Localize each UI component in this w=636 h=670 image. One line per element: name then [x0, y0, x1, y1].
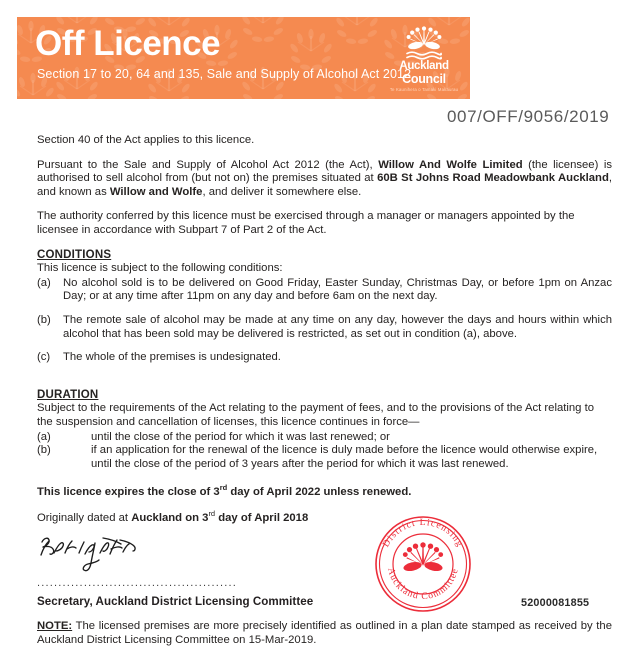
expiry-prefix: This licence expires the close of 3	[37, 486, 220, 499]
page-title: Off Licence	[35, 24, 221, 63]
auckland-council-logo	[386, 24, 462, 94]
duration-list	[37, 431, 612, 472]
duration-text-a: until the close of the period for which it was last renewed; or	[91, 430, 390, 443]
condition-text-b: The remote sale of alcohol may be made at any time on any day, however the days and hours within which alcohol that has been sold may be delivered is restricted, as set out in condition (a), above.	[63, 313, 612, 340]
document-body	[37, 134, 612, 525]
duration-item-a	[37, 431, 612, 445]
pursuant-text-part3: , and known as	[37, 172, 612, 198]
logo-tagline: Te Kaunihera o Tamaki Makaurau	[389, 87, 459, 92]
licensee-name: Willow And Wolfe Limited	[378, 158, 523, 171]
condition-item-c	[37, 351, 612, 365]
pohutukawa-flower-icon	[404, 24, 444, 60]
licence-expiry-statement	[37, 483, 612, 500]
expiry-ordinal: rd	[219, 483, 228, 493]
duration-text-b: if an application for the renewal of the licence is duly made before the licence would otherwise expire, until the close of the period of 3 years after the period for which it was last renewed.	[91, 444, 598, 470]
note-text: The licensed premises are more precisely identified as outlined in a plan date stamped as received by the Auckland District Licensing Committee on 15-Mar-2019.	[37, 620, 612, 646]
pursuant-text-part4: , and deliver it somewhere else.	[202, 185, 362, 198]
condition-item-a	[37, 277, 612, 304]
conditions-intro: This licence is subject to the following conditions:	[37, 262, 283, 275]
duration-marker-a: (a)	[37, 430, 51, 443]
note-label: NOTE:	[37, 620, 73, 632]
signature-block	[37, 533, 337, 608]
dated-place: Auckland	[131, 511, 183, 524]
conditions-heading: CONDITIONS	[37, 248, 112, 261]
paragraph-section-40: Section 40 of the Act applies to this licence.	[37, 134, 255, 146]
dated-middle: on 3	[182, 511, 209, 524]
licence-reference-number: 007/OFF/9056/2019	[447, 107, 610, 126]
trading-name: Willow and Wolfe	[109, 185, 203, 198]
signature-dotted-line: ...............................................	[37, 579, 238, 589]
dated-ordinal: rd	[208, 509, 216, 519]
logo-text-auckland: Auckland	[399, 60, 449, 72]
logo-text-council: Council	[402, 71, 446, 86]
licensing-committee-stamp	[371, 512, 475, 616]
stamp-flower-icon	[403, 542, 444, 572]
condition-text-a: No alcohol sold is to be delivered on Good Friday, Easter Sunday, Christmas Day, or before 1pm on Anzac Day; or at any time after 11pm on any day and before 6am on the next day.	[63, 276, 612, 303]
duration-item-b	[37, 444, 612, 471]
signature-title: Secretary, Auckland District Licensing Committee	[37, 595, 314, 608]
document-header-banner	[17, 17, 470, 99]
condition-text-c: The whole of the premises is undesignated.	[63, 351, 281, 364]
expiry-suffix: day of April 2022 unless renewed.	[227, 486, 412, 499]
stamp-top-text: District Licensing	[380, 517, 466, 550]
duration-intro: Subject to the requirements of the Act relating to the payment of fees, and to the provisions of the Act relating to the suspension and cancellation of licenses, this licence continues in force—	[37, 402, 595, 428]
document-number: 52000081855	[521, 597, 590, 609]
conditions-list	[37, 277, 612, 365]
condition-marker-c: (c)	[37, 351, 51, 364]
svg-text:Auckland Committee	[385, 567, 461, 602]
page-subtitle: Section 17 to 20, 64 and 135, Sale and Supply of Alcohol Act 2012	[37, 67, 412, 81]
note-block	[37, 620, 612, 647]
stamp-bottom-text: Auckland Committee	[385, 566, 461, 603]
pursuant-text-part1: Pursuant to the Sale and Supply of Alcohol Act 2012 (the Act),	[37, 158, 379, 171]
duration-section	[37, 389, 612, 472]
dated-suffix: day of April 2018	[215, 511, 309, 524]
handwritten-signature	[37, 533, 157, 575]
conditions-section	[37, 249, 612, 365]
dated-prefix: Originally dated at	[37, 511, 132, 524]
duration-heading: DURATION	[37, 388, 99, 401]
condition-marker-b: (b)	[37, 313, 51, 326]
condition-marker-a: (a)	[37, 276, 51, 289]
condition-item-b	[37, 314, 612, 341]
paragraph-authority: The authority conferred by this licence must be exercised through a manager or managers appointed by the licensee in accordance with Subpart 7 of Part 2 of the Act.	[37, 210, 575, 236]
paragraph-pursuant	[37, 159, 612, 200]
duration-marker-b: (b)	[37, 444, 51, 457]
originally-dated-statement	[37, 509, 612, 526]
premises-address: 60B St Johns Road Meadowbank Auckland	[377, 172, 609, 185]
pursuant-text-part2: (the licensee) is authorised to sell alcohol from (but not on) the premises situated at	[37, 158, 613, 185]
